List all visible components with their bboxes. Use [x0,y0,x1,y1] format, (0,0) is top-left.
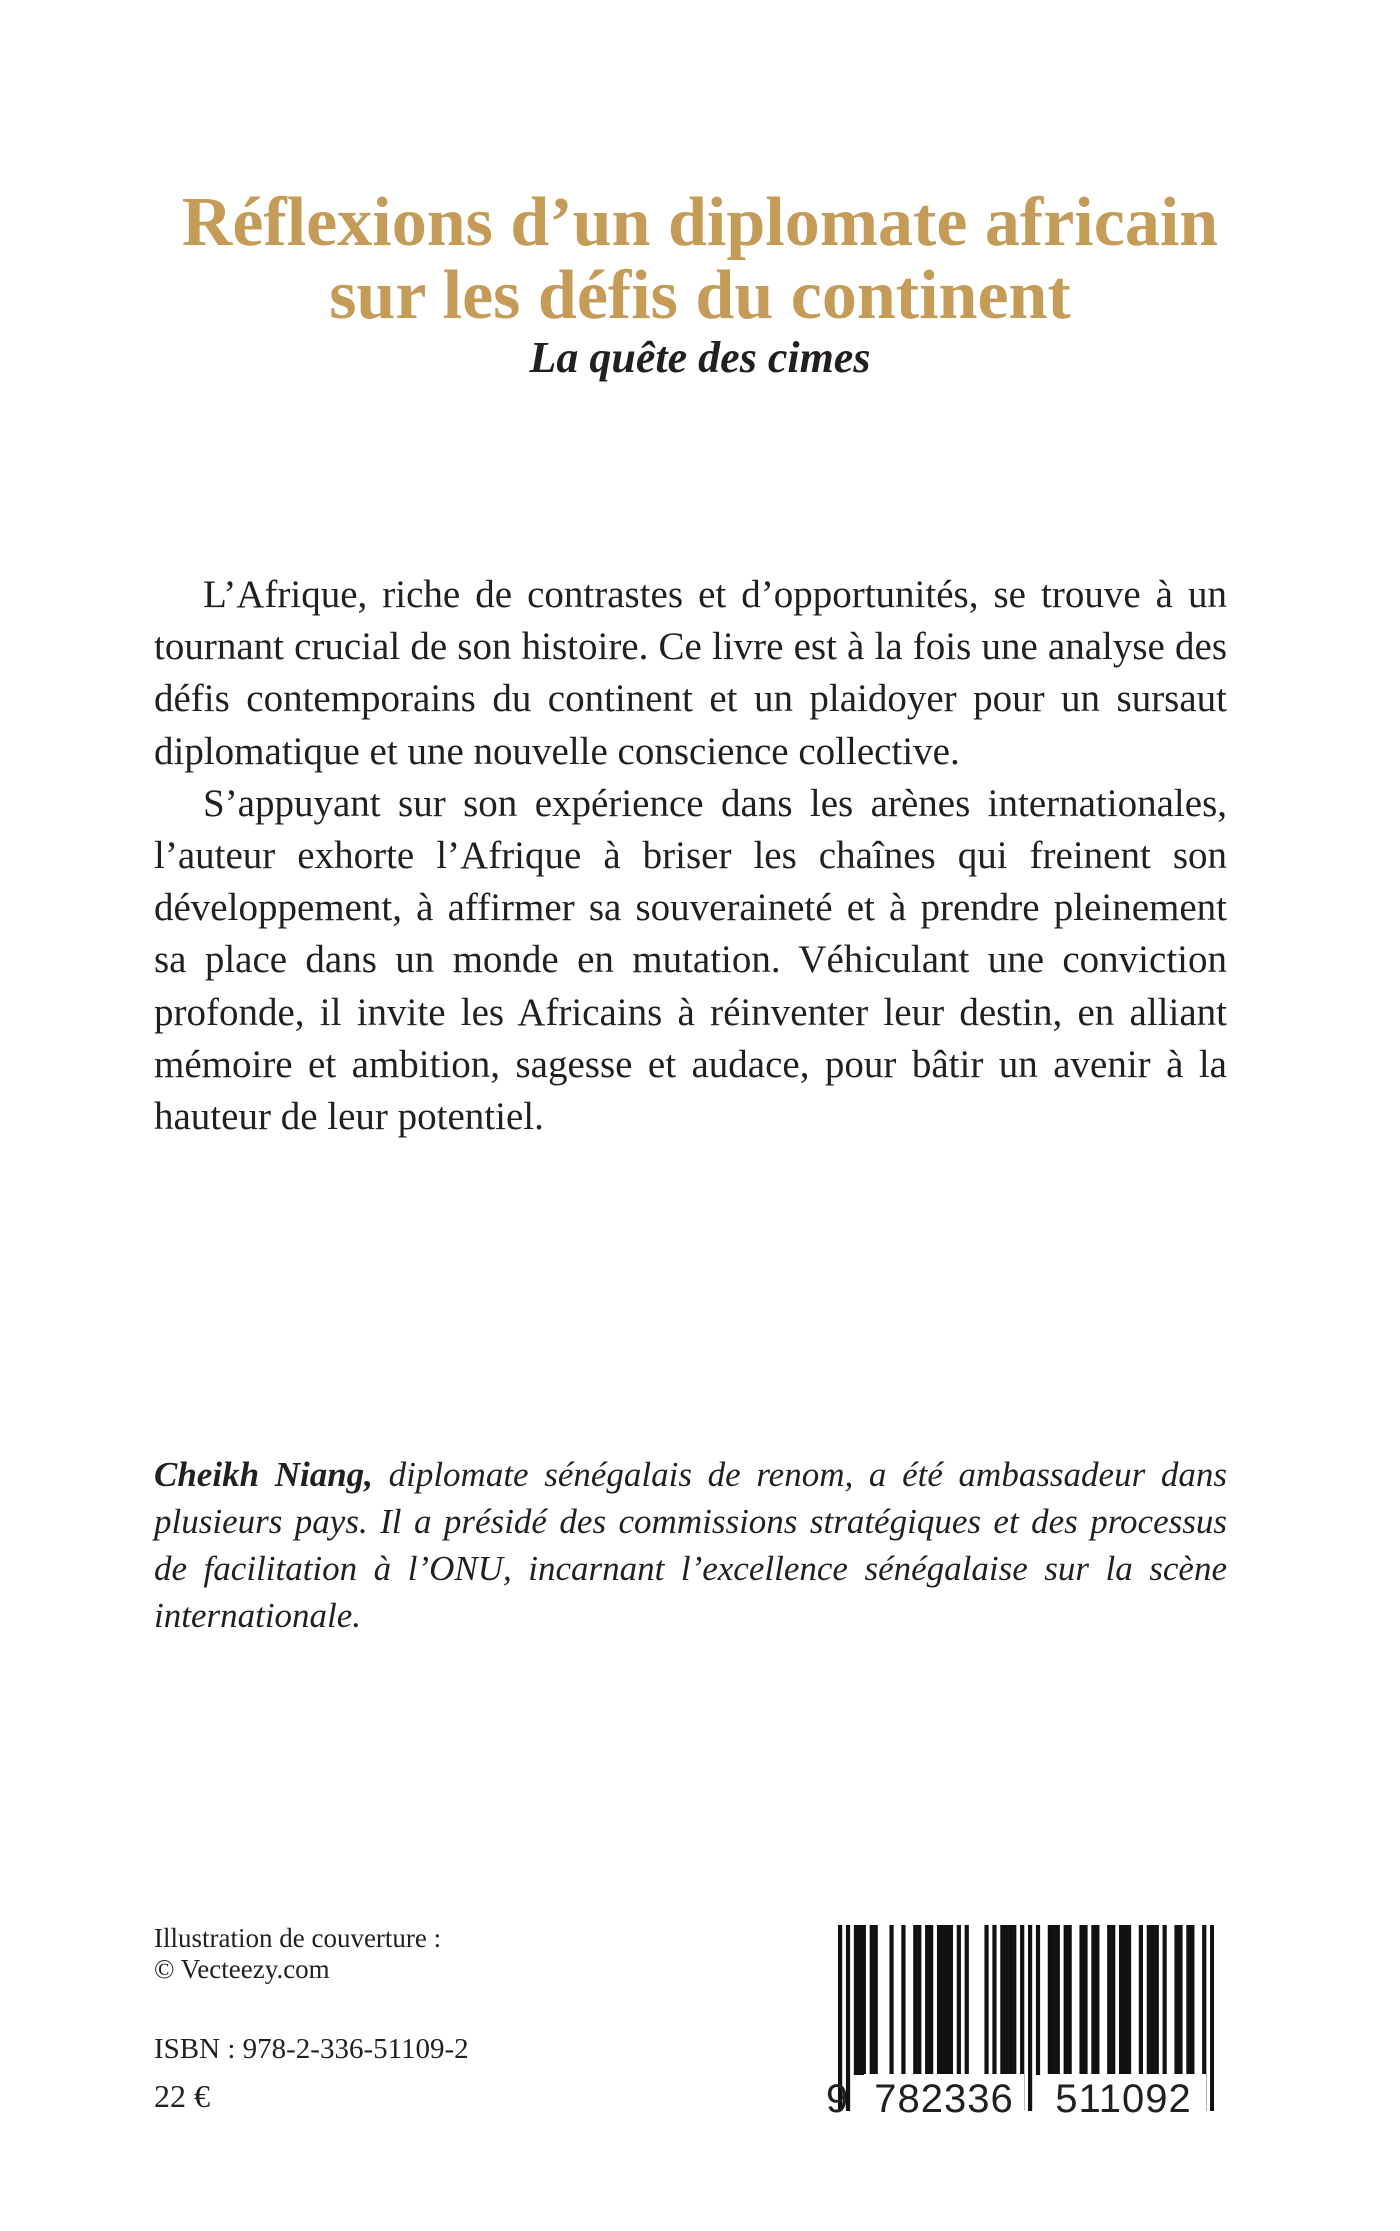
barcode-bar [1012,1925,1016,2075]
barcode-bar [1000,1925,1004,2075]
barcode-bar [874,1925,878,2075]
barcode-bar [1052,1925,1056,2075]
barcode-right-group: 511092 [1041,2074,1206,2124]
barcode-bar [1008,1925,1012,2075]
barcode-bar [854,1925,858,2075]
barcode-bar [992,1925,996,2075]
barcode-bar [1178,1925,1182,2075]
blurb-paragraph-2: S’appuyant sur son expérience dans les arènes internationales, l’auteur exhorte l’Afrique à briser les chaînes qui freinent son développement, à affirmer sa souveraineté et à prendre pleinement sa place dans un monde en mutation. Véhiculant une conviction profonde, il invite les Africains à réinventer leur destin, en alliant mémoire et ambition, sagesse et audace, pour bâtir un avenir à la hauteur de leur potentiel. [154,781,1227,1139]
barcode-bar [1119,1925,1123,2075]
barcode-bar [862,1925,866,2075]
barcode-bar [957,1925,961,2075]
barcode-bar [941,1925,945,2075]
illustration-credit-source: © Vecteezy.com [154,1954,330,1984]
author-name: Cheikh Niang, [154,1455,373,1494]
blurb-paragraph-1: L’Afrique, riche de contrastes et d’opportunités, se trouve à un tournant crucial de son histoire. Ce livre est à la fois une analyse des défis contemporains du continent et un plaidoyer pour un sursaut diplomatique et une nouvelle conscience collective. [154,573,1227,773]
barcode-bar [949,1925,953,2075]
barcode-bar [1048,1925,1052,2075]
barcode-bar [945,1925,949,2075]
barcode-bar [1111,1925,1115,2075]
illustration-credit [154,1923,441,1985]
barcode-bar [1095,1925,1099,2075]
barcode-bar [925,1925,929,2075]
barcode-bar [870,1925,874,2075]
barcode-bar [1155,1925,1159,2075]
barcode-bar [937,1925,941,2075]
author-bio-text: diplomate sénégalais de renom, a été ambassadeur dans plusieurs pays. Il a présidé des commissions stratégiques et des processus de facilitation à l’ONU, incarnant l’excellence sénégalaise sur la scène internationale. [154,1455,1228,1635]
book-title-line-1: Réflexions d’un diplomate africain [181,184,1219,261]
barcode-bar [913,1925,917,2075]
barcode-digits [826,2074,1226,2124]
barcode-bar [984,1925,988,2075]
barcode-bar [1123,1925,1127,2075]
barcode-bar [1107,1925,1111,2075]
barcode-bar [858,1925,862,2075]
barcode-bar [901,1925,905,2075]
barcode-bar [1186,1925,1190,2075]
barcode-bar [1147,1925,1151,2075]
barcode-bar [1091,1925,1095,2075]
barcode-bar [1068,1925,1072,2075]
barcode-bar [1174,1925,1178,2075]
book-title-line-2: sur les défis du continent [329,257,1071,334]
book-subtitle: La quête des cimes [529,333,871,382]
barcode-bar [1079,1925,1083,2075]
barcode-left-group: 782336 [864,2074,1024,2124]
barcode-bar [917,1925,921,2075]
barcode-bar [889,1925,893,2075]
barcode-bar [1139,1925,1143,2075]
illustration-credit-label: Illustration de couverture : [154,1923,442,1953]
barcode-bar [1036,1925,1040,2075]
isbn-number: ISBN : 978-2-336-51109-2 [154,2033,469,2065]
barcode-bar [1004,1925,1008,2075]
book-title [0,186,1400,332]
barcode-bar [965,1925,969,2075]
barcode-bar [1163,1925,1167,2075]
author-bio [154,1451,1227,1639]
barcode-first-digit: 9 [826,2077,849,2121]
barcode-bar [1064,1925,1068,2075]
barcode-bar [1190,1925,1194,2075]
barcode-bar [1056,1925,1060,2075]
barcode-bar [1083,1925,1087,2075]
book-price: 22 € [154,2078,210,2114]
barcode-bar [1127,1925,1131,2075]
back-cover-blurb [154,569,1227,1143]
barcode-bar [929,1925,933,2075]
barcode-bar [1151,1925,1155,2075]
